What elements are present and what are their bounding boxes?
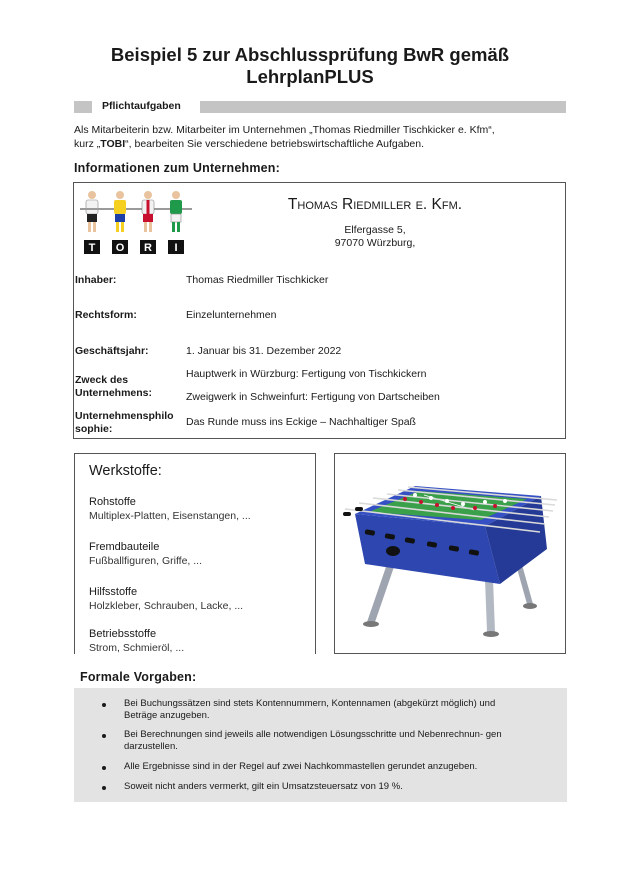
tobi-logo [80,188,192,256]
formal-bullet-1-line2: Beträge anzugeben. [124,710,210,721]
bullet-dot [102,734,106,738]
company-city: 97070 Würzburg, [334,237,416,249]
label-rechtsform [75,309,137,322]
bullet-dot [102,703,106,707]
werkstoffe-title: Werkstoffe: [89,463,162,479]
intro-abbreviation: TOBI [100,138,126,150]
label-rechtsform-text: Rechtsform: [75,309,137,321]
intro-line2-post: “, bearbeiten Sie verschiedene betriebswirtschaftliche Aufgaben. [125,138,425,150]
bullet-dot [102,766,106,770]
foosball-table-image [335,454,565,653]
werkstoff-text-betriebs: Strom, Schmieröl, ... [89,642,185,654]
logo-letter-4: I [174,242,178,254]
table-leg-front-right [485,579,495,632]
table-leg-front-left [367,564,395,622]
werkstoff-text-fremd: Fußballfiguren, Griffe, ... [89,555,203,567]
werkstoff-heading-fremd: Fremdbauteile [89,541,160,553]
label-geschaeftsjahr: Geschäftsjahr: [75,345,149,357]
logo-figure-3 [142,191,154,232]
label-zweck [75,374,152,400]
label-philosophie-line2: sophie: [75,423,113,435]
page-title [60,44,560,88]
intro-line2 [74,137,574,151]
intro-text [74,123,574,151]
company-street: Elfergasse 5, [344,224,406,236]
logo-figure-4 [170,191,182,232]
logo-letter-1: T [88,242,96,254]
bullet-dot [102,786,106,790]
werkstoff-text-hilfs: Holzkleber, Schrauben, Lacke, ... [89,600,244,612]
label-zweck-line2: Unternehmens: [75,387,153,399]
werkstoffe-box [74,453,316,654]
page-title-line1: Beispiel 5 zur Abschlussprüfung BwR gemäß [110,44,510,65]
value-zweck-zweigwerk: Zweigwerk in Schweinfurt: Fertigung von Dartscheiben [186,391,440,403]
formal-bullet-2-line1: Bei Berechnungen sind jeweils alle notwendigen Lösungsschritte und Nebenrechnun- gen [124,729,502,740]
value-geschaeftsjahr: 1. Januar bis 31. Dezember 2022 [186,345,342,357]
logo-letter-2: O [115,242,125,254]
section-tag: Pflichtaufgaben [102,100,181,112]
page-title-line2: LehrplanPLUS [246,66,374,87]
info-heading: Informationen zum Unternehmen: [74,161,281,175]
intro-line2-pre: kurz „ [74,138,101,150]
value-philosophie: Das Runde muss ins Eckige – Nachhaltiger Spaß [186,416,416,428]
werkstoff-text-roh: Multiplex-Platten, Eisenstangen, ... [89,510,251,522]
company-address [220,224,530,250]
section-bar-left [74,101,92,113]
formal-bullet-4-line1: Soweit nicht anders vermerkt, gilt ein Umsatzsteuersatz von 19 %. [124,781,403,792]
value-zweck-hauptwerk: Hauptwerk in Würzburg: Fertigung von Tischkickern [186,368,427,380]
product-image-box [334,453,566,654]
formal-bullet-1-line1: Bei Buchungssätzen sind stets Kontennummern, Kontennamen (abgekürzt möglich) und [124,698,496,709]
intro-line1: Als Mitarbeiterin bzw. Mitarbeiter im Unternehmen „Thomas Riedmiller Tischkicker e. Kfm“, [74,124,495,136]
label-philosophie [75,410,174,436]
logo-figure-2 [114,191,126,232]
label-philosophie-line1: Unternehmensphilo [75,410,174,422]
werkstoff-heading-roh: Rohstoffe [89,496,136,508]
formal-bullet-2-line2: darzustellen. [124,741,178,752]
label-inhaber: Inhaber: [75,274,117,286]
value-inhaber: Thomas Riedmiller Tischkicker [186,274,329,286]
werkstoff-heading-hilfs: Hilfsstoffe [89,586,138,598]
label-zweck-line1: Zweck des [75,374,129,386]
formal-heading: Formale Vorgaben: [80,670,197,684]
werkstoff-heading-betriebs: Betriebsstoffe [89,628,157,640]
formal-bullet-3-line1: Alle Ergebnisse sind in der Regel auf zwei Nachkommastellen gerundet anzugeben. [124,761,478,772]
logo-letter-3: R [144,242,152,254]
company-name: Thomas Riedmiller e. Kfm. [287,196,463,213]
value-rechtsform: Einzelunternehmen [186,309,277,321]
section-bar-right [200,101,566,113]
goal-opening [386,546,400,556]
